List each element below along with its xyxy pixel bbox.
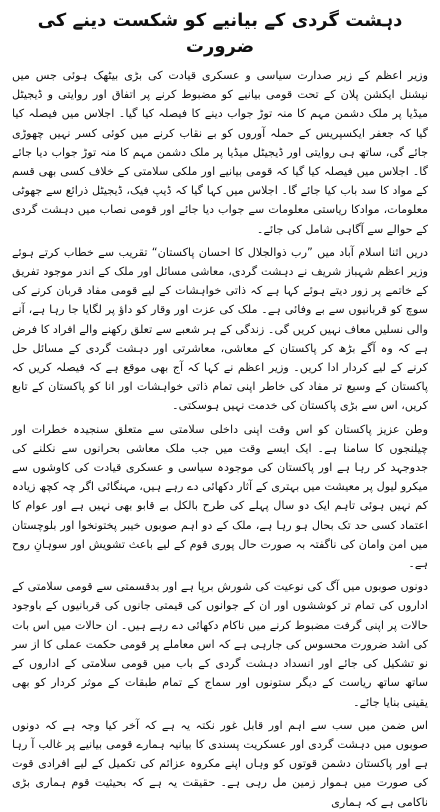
paragraph: دونوں صوبوں میں آگ کی نوعیت کی شورش برپا ہے اور بدقسمتی سے قومی سلامتی کے اداروں کی تمام تر کوششوں اور ان کے جوانوں کی قیمتی جانوں کی قربانیوں کے باوجود حالات پر اپنی گرفت مضبوط کرنے میں ناکام دکھائی دے رہے ہیں۔ ان حالات میں اس بات کی اشد ضرورت محسوس کی جارہی ہے کہ اس معاملے پر قومی حکمت عملی کا از سر نو تشکیل کی جائے اور انسداد دہشت گردی کے باب میں قومی سلامتی کے اداروں کے ساتھ ساتھ ریاست کے دیگر ستونوں اور سماج کے تمام طبقات کے موثر کردار کو بھی یقینی بنایا جائے۔ bbox=[12, 580, 428, 709]
article-body bbox=[12, 66, 428, 812]
article-headline: دہشت گردی کے بیانیے کو شکست دینے کی ضرورت bbox=[37, 10, 403, 57]
paragraph: دریں اثنا اسلام آباد میں ”رب ذوالجلال کا احسان پاکستان“ تقریب سے خطاب کرتے ہوئے وزیر اعظم شہباز شریف نے دہشت گردی، معاشی مسائل اور ملک کے اندر موجود تفریق کے خاتمے پر زور دیتے ہوئے کہا ہے کہ ذاتی خواہشات کے لیے قومی مفاد قربان کرنے کی سوچ کو قربانیوں سے بے وفائی ہے۔ ملک کی عزت اور وقار کو داؤ پر لگایا جا رہا ہے، آنے والی نسلیں معاف نہیں کریں گی۔ زندگی کے ہر شعبے سے تعلق رکھنے والے افراد کا فرض ہے کہ وہ آگے بڑھ کر پاکستان کے معاشی، معاشرتی اور دہشت گردی کے مسائل حل کرنے کے لیے کردار ادا کریں۔ وزیر اعظم نے کہا کہ آج بھی موقع ہے کہ فیصلہ کریں کہ پاکستان کے وسیع تر مفاد کی خاطر اپنی تمام ذاتی خواہشات اور انا کو پاکستان کے تابع کریں، اس سے بڑی پاکستان کی خدمت نہیں ہوسکتی۔ bbox=[12, 245, 428, 413]
paragraph: وزیر اعظم کے زیر صدارت سیاسی و عسکری قیادت کی بڑی بیٹھک ہوئی جس میں نیشنل ایکشن پلان کے تحت قومی بیانیے کو مضبوط کرنے پر اتفاق اور روایتی و ڈیجیٹل میڈیا پر ملک دشمن مہم کا منہ توڑ جواب دینے کا فیصلہ کیا گیا۔ اجلاس میں فیصلہ کیا گیا کہ جعفر ایکسپریس کے حملہ آوروں کو بے نقاب کرنے میں کوئی کسر نہیں چھوڑی جائے گی، ساتھ ہی روایتی اور ڈیجیٹل میڈیا پر ملک دشمن مہم کا منہ توڑ جواب دیا جائے گا۔ اجلاس میں فیصلہ کیا گیا کہ قومی بیانیے اور ملکی سلامتی کے خلاف کسی بھی قسم کے مواد کا سد باب کیا جائے گا۔ اجلاس میں کہا گیا کہ ڈیپ فیک، ڈیجیٹل ذرائع سے جھوٹی معلومات، موادکا ریاستی معلومات سے جواب دیا جائے اور قومی نصاب میں دہشت گردی کے حوالے سے آگاہی شامل کی جائے۔ bbox=[12, 69, 428, 236]
paragraph: اس ضمن میں سب سے اہم اور قابل غور نکتہ یہ ہے کہ آخر کیا وجہ ہے کہ دونوں صوبوں میں دہشت گردی اور عسکریت پسندی کا بیانیہ ہمارے قومی بیانیے پر غالب آ رہا ہے اور پاکستان دشمن قوتوں کو وہاں اپنے مکروہ عزائم کی تکمیل کے لیے افرادی قوت کی صورت میں ہموار زمین مل رہی ہے۔ حقیقت یہ ہے کہ بحیثیت قوم ہماری بڑی ناکامی ہے کہ ہماری bbox=[12, 718, 428, 809]
paragraph: وطن عزیز پاکستان کو اس وقت اپنی داخلی سلامتی سے متعلق سنجیدہ خطرات اور چیلنجوں کا سامنا ہے۔ ایک ایسے وقت میں جب ملک معاشی بحرانوں سے نکلنے کی جدوجہد کر رہا ہے اور پاکستان کی موجودہ سیاسی و عسکری قیادت کی کاوشوں سے میکرو لیول پر معیشت میں بہتری کے آثار دکھائی دے رہے ہیں، مہنگائی اگر چہ کچھ زیادہ کم نہیں ہوئی تاہم ایک دو سال پہلے کی طرح بالکل بے قابو بھی نہیں ہے اور عوام کا اعتماد کسی حد تک بحال ہو رہا ہے، ملک کے دو اہم صوبوں خیبر پختونخوا اور بلوچستان میں امن وامان کی ناگفتہ بہ صورت حال پوری قوم کے لیے باعث تشویش اور سوہانِ روح ہے۔ bbox=[12, 422, 428, 571]
